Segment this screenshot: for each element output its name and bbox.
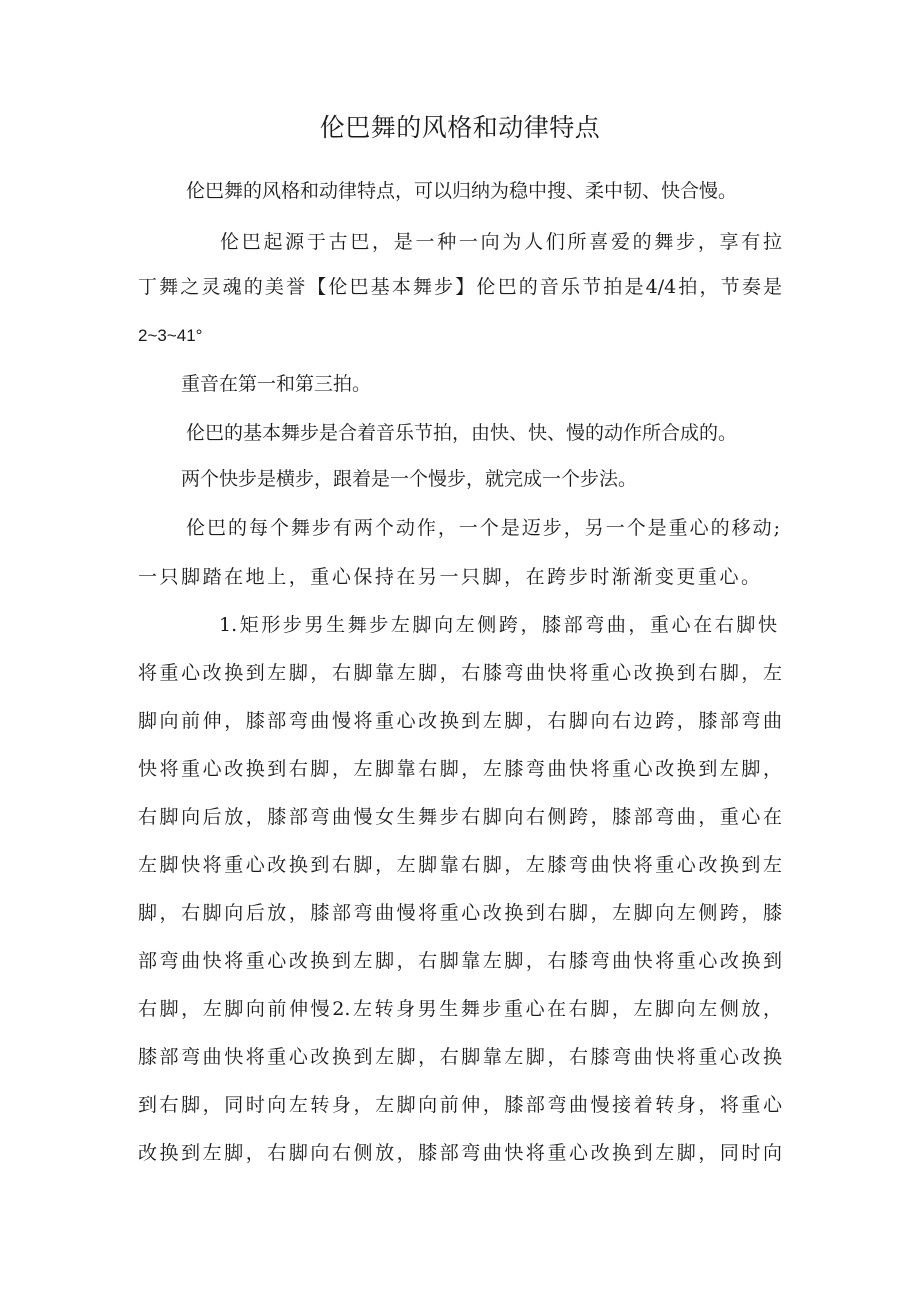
- paragraph-line: 右脚，左脚向前伸慢2.左转身男生舞步重心在右脚，左脚向左侧放，: [138, 998, 782, 1020]
- paragraph-line: 1.矩形步男生舞步左脚向左侧跨，膝部弯曲，重心在右脚快: [219, 614, 777, 636]
- paragraph-line: 伦巴舞的风格和动律特点，可以归纳为稳中搜、柔中韧、快合慢。: [186, 180, 738, 202]
- paragraph-line: 一只脚踏在地上，重心保持在另一只脚，在跨步时渐渐变更重心。: [138, 566, 760, 588]
- paragraph-line: 改换到左脚，右脚向右侧放，膝部弯曲快将重心改换到左脚，同时向: [138, 1142, 782, 1164]
- paragraph-line: 伦巴起源于古巴，是一种一向为人们所喜爱的舞步，享有拉: [220, 231, 782, 253]
- paragraph-line: 右脚向后放，膝部弯曲慢女生舞步右脚向右侧跨，膝部弯曲，重心在: [138, 806, 782, 828]
- paragraph-line: 左脚快将重心改换到右脚，左脚靠右脚，左膝弯曲快将重心改换到左: [138, 854, 782, 876]
- paragraph-line: 快将重心改换到右脚，左脚靠右脚，左膝弯曲快将重心改换到左脚，: [138, 758, 782, 780]
- paragraph-line: 2~3~41°: [138, 326, 203, 345]
- paragraph-line: 部弯曲快将重心改换到左脚，右脚靠左脚，右膝弯曲快将重心改换到: [138, 950, 782, 972]
- paragraph-line: 到右脚，同时向左转身，左脚向前伸，膝部弯曲慢接着转身，将重心: [138, 1094, 782, 1116]
- paragraph-line: 脚，右脚向后放，膝部弯曲慢将重心改换到右脚，左脚向左侧跨，膝: [138, 902, 782, 924]
- paragraph-line: 丁舞之灵魂的美誉【伦巴基本舞步】伦巴的音乐节拍是4/4拍，节奏是: [138, 276, 782, 298]
- paragraph-line: 将重心改换到左脚，右脚靠左脚，右膝弯曲快将重心改换到右脚，左: [138, 662, 782, 684]
- paragraph-line: 两个快步是横步，跟着是一个慢步，就完成一个步法。: [181, 468, 638, 490]
- paragraph-line: 脚向前伸，膝部弯曲慢将重心改换到左脚，右脚向右边跨，膝部弯曲: [138, 710, 782, 732]
- paragraph-line: 伦巴的每个舞步有两个动作，一个是迈步，另一个是重心的移动;: [186, 517, 780, 539]
- document-title: 伦巴舞的风格和动律特点: [319, 113, 601, 142]
- paragraph-line: 膝部弯曲快将重心改换到左脚，右脚靠左脚，右膝弯曲快将重心改换: [138, 1046, 782, 1068]
- paragraph-line: 伦巴的基本舞步是合着音乐节拍，由快、快、慢的动作所合成的。: [186, 422, 738, 444]
- paragraph-line: 重音在第一和第三拍。: [181, 373, 372, 395]
